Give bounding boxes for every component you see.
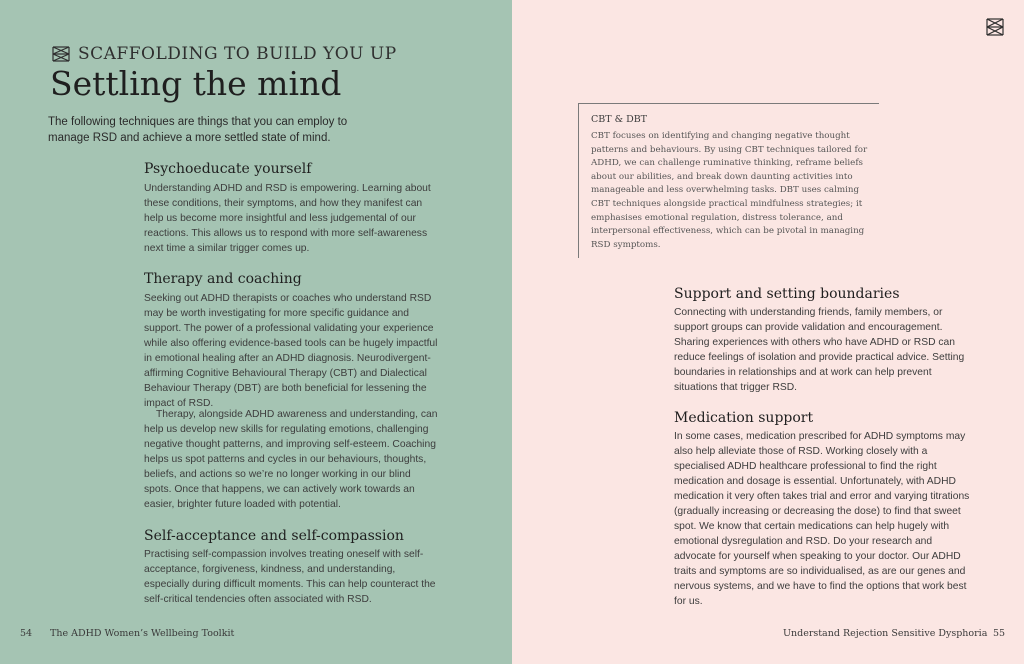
section-body-medication: In some cases, medication prescribed for ADHD symptoms may also help alleviate those of RSD. Working closely with a specialised ADHD healthcare professional to find the right medication and dosage is essential. Unfortunately, with ADHD medication it very often takes trial and error and varying titrations (gradually increasing or decreasing the dose) to find that sweet spot. We know that certain medications can help hugely with emotional dysregulation and RSD. Do your research and advocate for yourself when speaking to your doctor. Our ADHD traits and symptoms are so individualised, as are our genes and nervous systems, and we have to find the options that work best for us. bbox=[674, 431, 970, 607]
section-heading-therapy: Therapy and coaching bbox=[144, 271, 302, 287]
callout-body: CBT focuses on identifying and changing negative thought patterns and behaviours. By using CBT techniques tailored for ADHD, we can challenge ruminative thinking, reframe beliefs about our abilities, and break down daunting activities into manageable and less overwhelming tasks. DBT uses calming CBT techniques alongside practical mindfulness strategies; it emphasises emotional regulation, distress tolerance, and interpersonal effectiveness, which can be pivotal in managing RSD symptoms. bbox=[591, 131, 868, 250]
section-body-support: Connecting with understanding friends, family members, or support groups can provide validation and encouragement. Sharing experiences with others who have ADHD or RSD can reduce feelings of isolation and provide practical advice. Setting boundaries in relationships and at work can help prevent situations that trigger RSD. bbox=[674, 307, 965, 393]
scaffold-icon bbox=[986, 18, 1004, 36]
page-title: Settling the mind bbox=[50, 64, 342, 103]
section-kicker bbox=[52, 44, 397, 64]
running-title-right: Understand Rejection Sensitive Dysphoria bbox=[783, 628, 988, 639]
scaffold-icon bbox=[52, 46, 70, 62]
callout-title: CBT & DBT bbox=[591, 114, 648, 125]
section-heading-self-acceptance: Self-acceptance and self-compassion bbox=[144, 528, 404, 544]
section-body-self-acceptance: Practising self-compassion involves treating oneself with self-acceptance, forgiveness, kindness, and understanding, especially during difficult moments. This can help counteract the self-critical tendencies often associated with RSD. bbox=[144, 549, 436, 605]
cbt-dbt-callout bbox=[578, 103, 879, 258]
section-body-psychoeducate: Understanding ADHD and RSD is empowering. Learning about these conditions, their symptoms, and how they manifest can help us become more insightful and less judgemental of our reactions. This allows us to respond with more self-awareness next time a similar trigger comes up. bbox=[144, 183, 431, 254]
section-heading-support: Support and setting boundaries bbox=[674, 286, 900, 302]
section-body-therapy-2: Therapy, alongside ADHD awareness and understanding, can help us develop new skills for regulating emotions, challenging negative thought patterns, and improving self-esteem. Coaching helps us spot patterns and cycles in our behaviours, thoughts, beliefs, and actions so we’re no longer working in our blind spots. Once that happens, we can actively work towards an easier, brighter future loaded with potential. bbox=[144, 409, 438, 510]
section-heading-psychoeducate: Psychoeducate yourself bbox=[144, 161, 312, 177]
intro-paragraph: The following techniques are things that you can employ to manage RSD and achieve a more settled state of mind. bbox=[48, 116, 348, 144]
section-heading-medication: Medication support bbox=[674, 410, 814, 426]
running-title-left: The ADHD Women’s Wellbeing Toolkit bbox=[50, 628, 235, 639]
section-body-therapy: Seeking out ADHD therapists or coaches who understand RSD may be worth investigating for more specific guidance and support. The power of a professional validating your experience while also offering evidence-based tools can be hugely impactful in emotional healing after an ADHD diagnosis. Neurodivergent-affirming Cognitive Behavioural Therapy (CBT) and Dialectical Behaviour Therapy (DBT) are both beneficial for lessening the impact of RSD. bbox=[144, 293, 438, 409]
page-number-right: 55 bbox=[993, 628, 1006, 639]
kicker-text: SCAFFOLDING TO BUILD YOU UP bbox=[78, 44, 397, 64]
page-number-left: 54 bbox=[20, 628, 33, 639]
